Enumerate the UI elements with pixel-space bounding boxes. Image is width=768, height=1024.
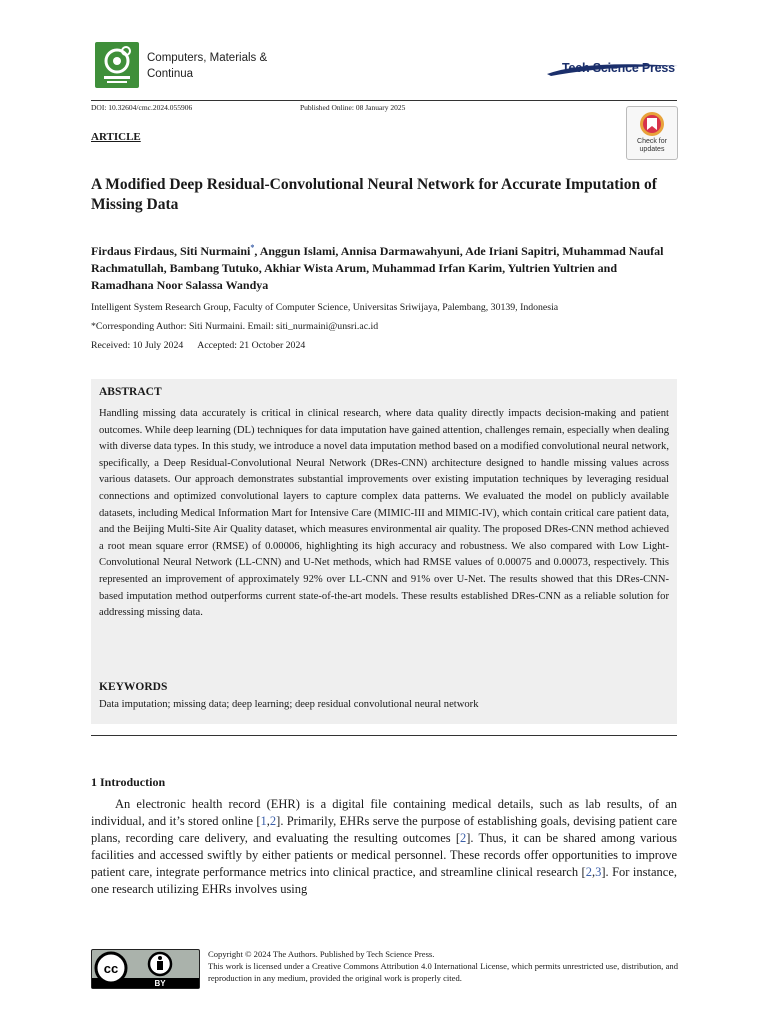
published-date: Published Online: 08 January 2025 [300,103,406,112]
check-updates-line1: Check for [637,138,667,145]
keywords-text: Data imputation; missing data; deep learning; deep residual convolutional neural network [99,699,479,710]
abstract-rule [91,735,677,736]
copyright-notice [208,948,678,984]
citation-link[interactable]: 3 [595,865,602,879]
license-text: This work is licensed under a Creative Commons Attribution 4.0 International License, which permits unrestricted use, distribution, and reproduction in any medium, provided the original work is properly cited. [208,961,678,983]
paper-title: A Modified Deep Residual-Convolutional Neural Network for Accurate Imputation of Missing Data [91,176,657,213]
authors-part-1: Firdaus Firdaus, Siti Nurmaini [91,244,251,258]
intro-text-2: ]. Primarily, EHRs serve the purpose of establishing goals, devising patient care plans, recording care delivery, and evaluating the resulting outcomes [ [91,814,677,845]
header-rule [91,100,677,101]
intro-text-4: ]. For instance, one research utilizing EHRs involves using [91,865,678,896]
citation-link[interactable]: 1 [260,814,267,828]
article-type-label: ARTICLE [91,131,141,143]
copyright-line: Copyright © 2024 The Authors. Published by Tech Science Press. [208,949,435,959]
dates-line [91,340,677,351]
corresponding-mark[interactable]: * [250,243,255,252]
abstract-heading: ABSTRACT [99,386,162,398]
introduction-paragraph: An electronic health record (EHR) is a digital file containing medical details, such as lab results, of an individual, and it’s stored online [1,2]. Primarily, EHRs serve the purpose of establishing goals, devising patient care plans, recording care delivery, and evaluating the resulting outcomes [2]. Thus, it can be shared among various facilities and accessed swiftly by either patients or medical personnel. These records offer opportunities to improve patient care, integrate performance metrics into clinical practice, and streamline clinical research [2,3]. For instance, one research utilizing EHRs involves using [91,797,678,896]
received-date: Received: 10 July 2024 [91,340,184,351]
journal-logo [95,42,139,88]
keywords-heading: KEYWORDS [99,681,168,693]
authors-part-2: , Anggun Islami, Annisa Darmawahyuni, Ade Iriani Sapitri, Muhammad Naufal Rachmatullah, Bambang Tutuko, Akhiar Wista Arum, Muhammad Irfan Karim, Yultrien Yultrien and Ramadhana Noor Salassa Wandya [91,244,664,292]
citation-link[interactable]: 2 [459,831,467,845]
journal-name [147,50,267,82]
citation-link[interactable]: 2 [585,865,592,879]
intro-text-1: An electronic health record (EHR) is a digital file containing medical details, such as lab results, of an individual, and it’s stored online [ [91,797,677,828]
accepted-date: Accepted: 21 October 2024 [197,340,306,351]
bookmark-icon [627,107,677,139]
author-list [91,239,677,294]
by-label: BY [154,979,166,988]
cc-label: cc [103,961,119,976]
journal-name-line1: Computers, Materials & [147,52,268,64]
creative-commons-icon [92,950,199,988]
check-for-updates-label [626,138,678,154]
publisher-name: Tech Science Press [562,61,675,75]
citation-link[interactable]: 2 [269,814,277,828]
section-heading-introduction: 1 Introduction [91,775,166,789]
intro-text-3: ]. Thus, it can be shared among various facilities and accessed swiftly by either patients or medical personnel. These records offer opportunities to improve patient care, integrate performance metrics into clinical practice, and streamline clinical research [ [91,831,677,879]
affiliation: Intelligent System Research Group, Faculty of Computer Science, Universitas Sriwijaya, Palembang, 30139, Indonesia [91,302,559,313]
gear-icon [95,42,139,88]
journal-name-line2: Continua [147,68,194,80]
check-updates-line2: updates [639,146,665,153]
doi[interactable]: DOI: 10.32604/cmc.2024.055906 [91,103,193,112]
abstract-text: Handling missing data accurately is critical in clinical research, where data quality directly impacts decision-making and patient outcomes. While deep learning (DL) techniques for data imputation have gained attention, challenges remain, especially when dealing with diverse data types. In this study, we introduce a novel data imputation method based on a modified convolutional neural network, specifically, a Deep Residual-Convolutional Neural Network (DRes-CNN) architecture designed to handle missing values across various datasets. Our approach demonstrates substantial improvements over existing imputation techniques by leveraging residual connections and optimized convolutional layers to capture complex data patterns. We evaluated the model on publicly available datasets, including Medical Information Mart for Intensive Care (MIMIC-III and MIMIC-IV), which contain critical care patient data, and the Beijing Multi-Site Air Quality dataset, which measures environmental air quality. The proposed DRes-CNN method achieved a root mean square error (RMSE) of 0.00006, highlighting its high accuracy and robustness. We also compared with Low Light-Convolutional Neural Network (LL-CNN) and U-Net methods, which had RMSE values of 0.00075 and 0.00073, respectively. This represented an improvement of approximately 92% over LL-CNN and 91% over U-Net. The results showed that this DRes-CNN-based imputation method outperforms current state-of-the-art models. These results established DRes-CNN as a reliable solution for addressing missing data. [99,408,669,619]
corresponding-author: *Corresponding Author: Siti Nurmaini. Email: siti_nurmaini@unsri.ac.id [91,321,379,332]
cc-by-license-badge[interactable] [91,949,200,989]
